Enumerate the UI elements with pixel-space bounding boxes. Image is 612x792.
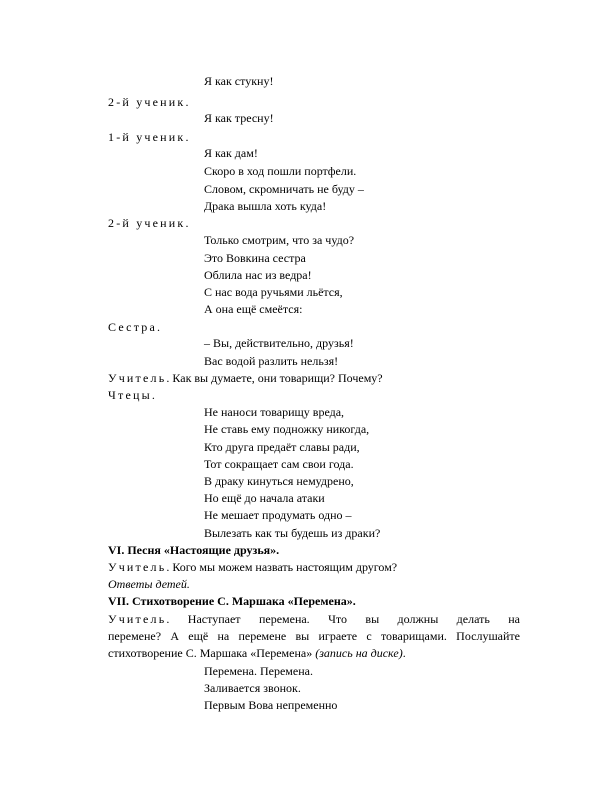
verse-line: – Вы, действительно, друзья! [204, 336, 354, 350]
verse-line: Я как дам! [204, 146, 258, 160]
speaker-line [108, 130, 188, 144]
verse-line: Тот сокращает сам свои года. [204, 457, 354, 471]
section-heading: VII. Стихотворение С. Маршака «Перемена». [108, 594, 356, 608]
speaker-line [108, 388, 155, 402]
speaker-name: Учитель [108, 560, 167, 574]
speaker-name: 2-й ученик [108, 216, 186, 230]
paragraph-tail: . [402, 646, 406, 660]
speaker-name: 2-й ученик [108, 95, 186, 109]
speaker-text: Наступает перемена. Что вы должны делать на [169, 612, 520, 626]
speaker-text: Как вы думаете, они товарищи? Почему? [169, 371, 383, 385]
verse-line: Я как тресну! [204, 111, 274, 125]
speaker-punct: . [166, 371, 170, 385]
verse-line: Не наноси товарищу вреда, [204, 405, 345, 419]
verse-line: А она ещё смеётся: [204, 302, 303, 316]
speaker-line [108, 95, 188, 109]
verse-line: Только смотрим, что за чудо? [204, 233, 355, 247]
speaker-name: Сестра [108, 320, 158, 334]
verse-line: Вас водой разлить нельзя! [204, 354, 339, 368]
verse-line: Перемена. Перемена. [204, 664, 313, 678]
speaker-punct: . [166, 612, 170, 626]
speaker-punct: . [151, 388, 155, 402]
stage-direction: Ответы детей. [108, 577, 190, 591]
verse-line: Первым Вова непременно [204, 698, 338, 712]
paragraph-text: стихотворение С. Маршака «Перемена» [108, 646, 316, 660]
speaker-line [108, 371, 383, 385]
paragraph-line [108, 612, 520, 626]
paragraph-line [108, 646, 406, 660]
speaker-line [108, 560, 397, 574]
section-heading: VI. Песня «Настоящие друзья». [108, 543, 280, 557]
speaker-punct: . [157, 320, 161, 334]
verse-line: Но ещё до начала атаки [204, 491, 325, 505]
verse-line: Кто друга предаёт славы ради, [204, 440, 360, 454]
speaker-name: Учитель [108, 371, 167, 385]
verse-line: Это Вовкина сестра [204, 251, 306, 265]
speaker-line [108, 216, 188, 230]
verse-line: Заливается звонок. [204, 681, 301, 695]
verse-line: Не мешает продумать одно – [204, 508, 352, 522]
speaker-punct: . [185, 216, 189, 230]
verse-line: В драку кинуться немудрено, [204, 474, 354, 488]
verse-line: Словом, скромничать не буду – [204, 182, 364, 196]
speaker-name: Чтецы [108, 388, 152, 402]
paragraph-line: перемене? А ещё на перемене вы играете с товарищами. Послушайте [108, 629, 520, 643]
verse-line: Драка вышла хоть куда! [204, 199, 327, 213]
speaker-name: Учитель [108, 612, 167, 626]
verse-line: Вылезать как ты будешь из драки? [204, 526, 381, 540]
paragraph-italic: (запись на диске) [315, 646, 403, 660]
verse-line: Я как стукну! [204, 74, 274, 88]
speaker-punct: . [185, 95, 189, 109]
verse-line: Скоро в ход пошли портфели. [204, 164, 357, 178]
verse-line: Облила нас из ведра! [204, 268, 312, 282]
speaker-line [108, 320, 160, 334]
speaker-punct: . [185, 130, 189, 144]
speaker-text: Кого мы можем назвать настоящим другом? [169, 560, 398, 574]
verse-line: С нас вода ручьями льётся, [204, 285, 343, 299]
speaker-punct: . [166, 560, 170, 574]
speaker-name: 1-й ученик [108, 130, 186, 144]
verse-line: Не ставь ему подножку никогда, [204, 422, 370, 436]
